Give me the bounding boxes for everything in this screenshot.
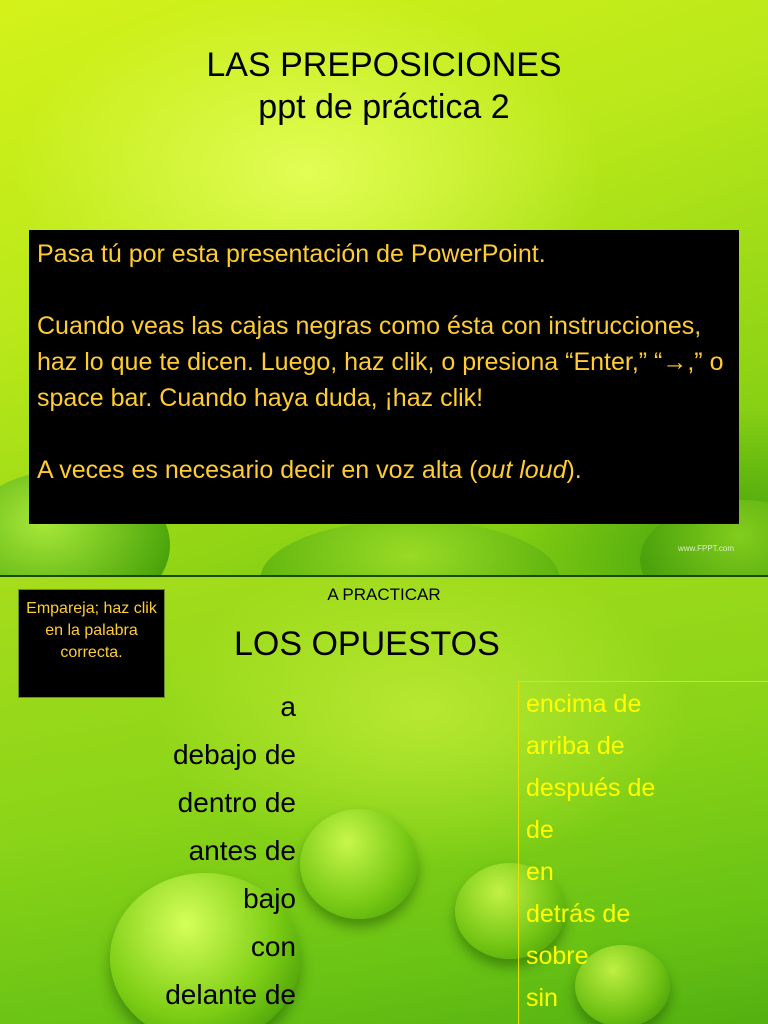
prompt-word: antes de [188, 835, 296, 866]
prompt-word: debajo de [172, 739, 296, 770]
slide-2[interactable] [0, 575, 768, 1024]
title-line-2: ppt de práctica 2 [258, 88, 510, 126]
watermark: www.FPPT.com [677, 544, 734, 553]
answer-list [526, 683, 655, 1019]
section-label: A PRACTICAR [327, 585, 441, 604]
decor-disc [300, 809, 418, 919]
answer-option[interactable]: sin [526, 984, 558, 1012]
answer-option[interactable]: después de [526, 774, 656, 802]
prompt-word: con [250, 931, 296, 962]
instructions-p3-before: A veces es necesario decir en voz alta ( [37, 456, 478, 484]
slide-title [0, 44, 768, 128]
prompt-word: delante de [165, 979, 296, 1010]
instructions-paragraph-1: Pasa tú por esta presentación de PowerPoint. [37, 240, 546, 268]
answer-option[interactable]: sobre [526, 942, 589, 970]
instruction-box: Empareja; haz clik en la palabra correcta. [18, 589, 165, 698]
prompt-word: bajo [243, 883, 296, 914]
decor-disc [260, 520, 560, 575]
slide-heading: LOS OPUESTOS [234, 625, 500, 663]
answer-option[interactable]: encima de [526, 690, 642, 718]
instructions-p3-italic: out loud [477, 456, 567, 484]
prompt-word: dentro de [177, 787, 296, 818]
answer-option[interactable]: arriba de [526, 732, 625, 760]
prompt-word: a [280, 691, 296, 722]
instructions-p3-after: ). [566, 456, 582, 484]
answer-option[interactable]: en [526, 858, 554, 886]
answer-option[interactable]: de [526, 816, 554, 844]
prompt-word-list [165, 683, 296, 1019]
instructions-paragraph-3 [37, 452, 731, 488]
answer-option[interactable]: detrás de [526, 900, 631, 928]
title-line-1: LAS PREPOSICIONES [206, 46, 562, 84]
instructions-paragraph-2: Cuando veas las cajas negras como ésta con instrucciones, haz lo que te dicen. Luego, haz clik, o presiona “Enter,” “→,” o space bar. Cuando haya duda, ¡haz clik! [37, 312, 724, 412]
instructions-box [29, 230, 739, 524]
